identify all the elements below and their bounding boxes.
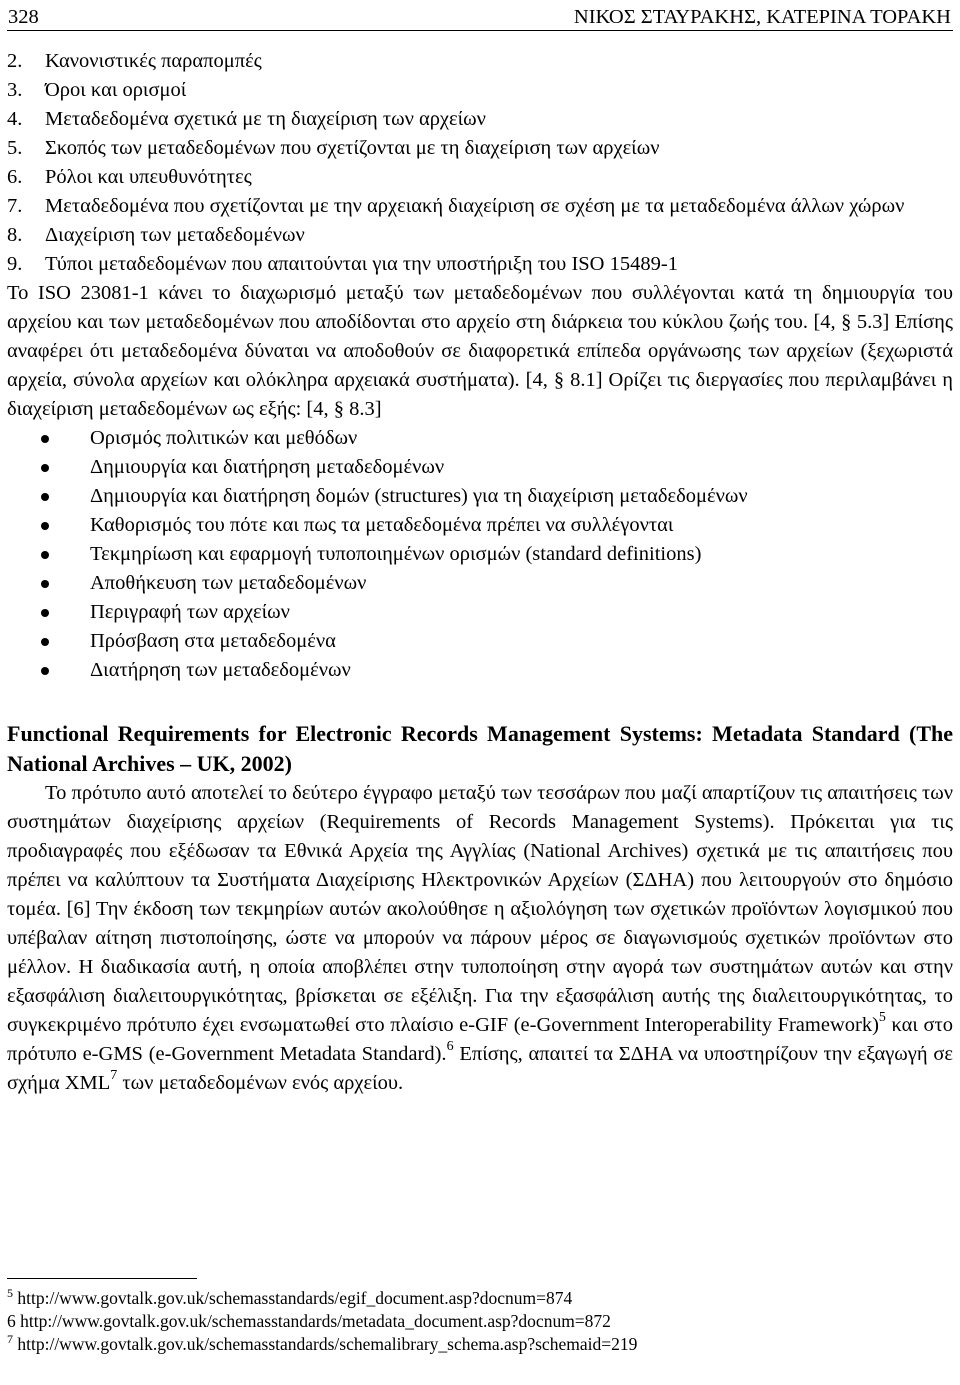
bullet-icon bbox=[41, 551, 49, 559]
list-item: Πρόσβαση στα μεταδεδομένα bbox=[7, 627, 953, 656]
section-heading: Functional Requirements for Electronic Records Management Systems: Metadata Standard (The National Archives – UK, 2002) bbox=[7, 721, 953, 776]
list-item: Δημιουργία και διατήρηση μεταδεδομένων bbox=[7, 453, 953, 482]
contents-list bbox=[7, 47, 953, 279]
footnotes bbox=[7, 1278, 953, 1356]
list-item: 2. Κανονιστικές παραπομπές bbox=[7, 50, 262, 72]
list-item: 6. Ρόλοι και υπευθυνότητες bbox=[7, 166, 252, 188]
footnote-link[interactable]: http://www.govtalk.gov.uk/schemasstandards/metadata_document.asp?docnum=872 bbox=[15, 1311, 611, 1331]
footnote-divider bbox=[7, 1278, 197, 1279]
list-item: 8. Διαχείριση των μεταδεδομένων bbox=[7, 224, 305, 246]
list-item: Ορισμός πολιτικών και μεθόδων bbox=[7, 424, 953, 453]
bullet-icon bbox=[41, 493, 49, 501]
running-header bbox=[7, 0, 953, 31]
bullet-icon bbox=[41, 435, 49, 443]
list-item: Αποθήκευση των μεταδεδομένων bbox=[7, 569, 953, 598]
footnote-ref[interactable]: 6 bbox=[446, 1039, 454, 1054]
body-paragraph: Το πρότυπο αυτό αποτελεί το δεύτερο έγγραφο μεταξύ των τεσσάρων που μαζί απαρτίζουν τις απαιτήσεις των συστημάτων διαχείρισης αρχείων (Requirements of Records Management Systems). Πρόκειται για τις προδιαγραφές που εξέδωσαν τα Εθνικά Αρχεία της Αγγλίας (National Archives) σχετικά με τις απαιτήσεις που πρέπει να καλύπτουν τα Συστήματα Διαχείρισης Ηλεκτρονικών Αρχείων (ΣΔΗΑ) που λειτουργούν στο δημόσιο τομέα. [6] Την έκδοση των τεκμηρίων αυτών ακολούθησε η αξιολόγηση των σχετικών προϊόντων λογισμικού που υπέβαλαν αίτηση πιστοποίησης, ώστε να μπορούν να πάρουν μέρος σε διαγωνισμούς σχετικών προϊόντων στο μέλλον. Η διαδικασία αυτή, η οποία αποβλέπει στην τυποποίηση στην αγορά των συστημάτων αυτών και στην εξασφάλιση διαλειτουργικότητας, βρίσκεται σε εξέλιξη. Για την εξασφάλιση αυτής της διαλειτουργικότητας, το συγκεκριμένο πρότυπο έχει ενσωματωθεί στο πλαίσιο e-GIF (e-Government Interoperability Framework)$^5$ και στο πρότυπο e-GMS (e-Government Metadata Standard).$^6$ Επίσης, απαιτεί τα ΣΔΗΑ να υποστηρίζουν την εξαγωγή σε σχήμα XML$^7$ των μεταδεδομένων ενός αρχείου. bbox=[7, 782, 953, 1094]
list-item: Περιγραφή των αρχείων bbox=[7, 598, 953, 627]
list-item: Δημιουργία και διατήρηση δομών (structures) για τη διαχείριση μεταδεδομένων bbox=[7, 482, 953, 511]
list-item: 9. Τύποι μεταδεδομένων που απαιτούνται για την υποστήριξη του ISO 15489-1 bbox=[7, 253, 678, 275]
bullet-icon bbox=[41, 464, 49, 472]
bullet-icon bbox=[41, 580, 49, 588]
bullet-icon bbox=[41, 638, 49, 646]
footnote-link[interactable]: http://www.govtalk.gov.uk/schemasstandards/schemalibrary_schema.asp?schemaid=219 bbox=[13, 1334, 638, 1354]
footnote: $^7$ http://www.govtalk.gov.uk/schemasstandards/schemalibrary_schema.asp?schemaid=219 bbox=[7, 1332, 638, 1354]
list-item: 7. Μεταδεδομένα που σχετίζονται με την αρχειακή διαχείριση σε σχέση με τα μεταδεδομένα άλλων χώρων bbox=[7, 195, 905, 217]
page bbox=[7, 0, 953, 1098]
bullet-icon bbox=[41, 522, 49, 530]
footnote-ref[interactable]: 7 bbox=[110, 1068, 118, 1083]
list-item: Διατήρηση των μεταδεδομένων bbox=[7, 656, 953, 685]
footnote-link[interactable]: http://www.govtalk.gov.uk/schemasstandards/egif_document.asp?docnum=874 bbox=[13, 1288, 573, 1308]
list-item: 5. Σκοπός των μεταδεδομένων που σχετίζονται με τη διαχείριση των αρχείων bbox=[7, 137, 660, 159]
bullet-icon bbox=[41, 667, 49, 675]
footnote-ref[interactable]: 5 bbox=[878, 1010, 886, 1025]
list-item: Καθορισμός του πότε και πως τα μεταδεδομένα πρέπει να συλλέγονται bbox=[7, 511, 953, 540]
bullet-list bbox=[7, 424, 953, 685]
header-authors: ΝΙΚΟΣ ΣΤΑΥΡΑΚΗΣ, ΚΑΤΕΡΙΝΑ ΤΟΡΑΚΗ bbox=[573, 6, 951, 28]
list-item: 4. Μεταδεδομένα σχετικά με τη διαχείριση των αρχείων bbox=[7, 108, 486, 130]
list-item: Τεκμηρίωση και εφαρμογή τυποποιημένων ορισμών (standard definitions) bbox=[7, 540, 953, 569]
page-number: 328 bbox=[8, 6, 39, 28]
list-item: 3. Όροι και ορισμοί bbox=[7, 79, 187, 101]
bullet-icon bbox=[41, 609, 49, 617]
footnote: 6 http://www.govtalk.gov.uk/schemasstandards/metadata_document.asp?docnum=872 bbox=[7, 1311, 611, 1331]
footnote: $^5$ http://www.govtalk.gov.uk/schemasstandards/egif_document.asp?docnum=874 bbox=[7, 1286, 573, 1308]
body-paragraph: Το ISO 23081-1 κάνει το διαχωρισμό μεταξύ των μεταδεδομένων που συλλέγονται κατά τη δημιουργία του αρχείου και των μεταδεδομένων που αποδίδονται στο αρχείο στη διάρκεια του κύκλου ζωής του. [4, § 5.3] Επίσης αναφέρει ότι μεταδεδομένα δύναται να αποδοθούν σε διαφορετικά επίπεδα οργάνωσης των αρχείων (ξεχωριστά αρχεία, σύνολα αρχείων και ολόκληρα αρχειακά συστήματα). [4, § 8.1] Ορίζει τις διεργασίες που περιλαμβάνει η διαχείριση μεταδεδομένων ως εξής: [4, § 8.3] bbox=[7, 282, 953, 420]
